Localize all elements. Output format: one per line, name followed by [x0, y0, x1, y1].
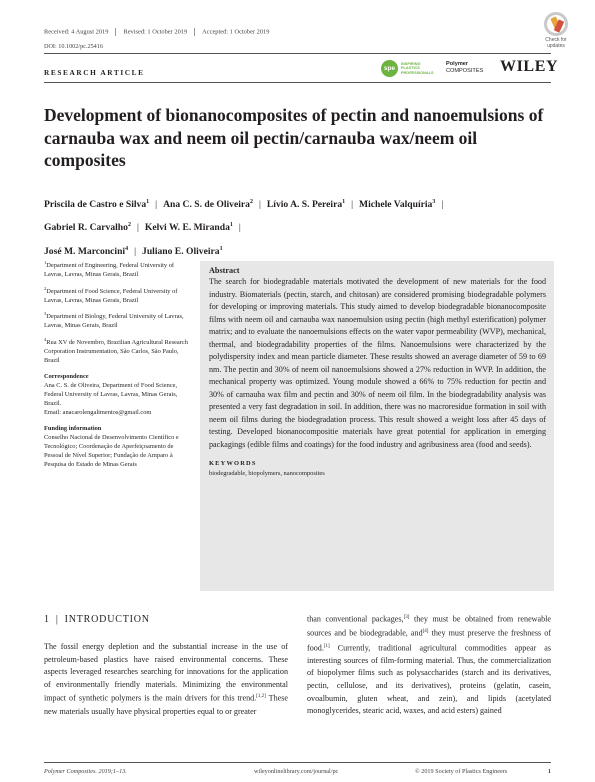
author-list — [44, 192, 554, 262]
author-name[interactable] — [145, 222, 233, 233]
author-name[interactable] — [163, 199, 253, 210]
section-number: 1 — [44, 614, 50, 625]
body-text: than conventional packages, — [307, 614, 404, 624]
author-separator: | — [441, 199, 444, 211]
author-separator: | — [134, 245, 137, 257]
funding-heading: Funding information — [44, 425, 102, 432]
author-name-text: José M. Marconcini — [44, 245, 126, 257]
sidebar-info — [44, 258, 194, 475]
author-name-text: Ana C. S. de Oliveira — [163, 199, 250, 211]
journal-logo-line1: Polymer — [446, 61, 469, 67]
revised-date: Revised: 1 October 2019 — [123, 28, 188, 36]
citation-link[interactable]: [3] — [403, 615, 410, 620]
author-name[interactable] — [359, 199, 435, 210]
body-text: The fossil energy depletion and the substantial increase in the use of petroleum-based plastics have raised environmental concerns. These aspects leveraged researches searching for innovations for the application of environmentally friendly materials. Minimizing the environmental impact of synthetic polymers is the main drivers for this trend. — [44, 642, 288, 704]
crossmark-badge[interactable] — [536, 12, 576, 49]
article-dates — [44, 28, 269, 36]
section-divider: | — [55, 614, 59, 625]
author-affiliation-number: 3 — [432, 199, 436, 205]
author-separator: | — [238, 222, 241, 234]
wiley-logo: WILEY — [500, 58, 559, 75]
spe-logo-mark: spe — [381, 60, 398, 77]
received-date: Received: 4 August 2019 — [44, 28, 109, 36]
author-name[interactable] — [44, 199, 149, 210]
body-text: they must be obtained from renewable sources and be biodegradable, and — [307, 614, 551, 638]
body-column-right — [307, 612, 551, 718]
page-number: 1 — [547, 768, 551, 775]
crossmark-label: Check for updates — [545, 37, 567, 49]
author-separator: | — [155, 199, 158, 211]
affiliation-text: Rua XV de Novembro, Brazilian Agricultural Research Corporation Instrumentation, São Carlos, São Paulo, Brazil — [44, 339, 188, 364]
author-name[interactable] — [267, 199, 345, 210]
body-column-left — [44, 641, 288, 718]
affiliation-text: Department of Food Science, Federal University of Lavras, Lavras, Minas Gerais, Brazil — [44, 287, 178, 304]
body-text: they must preserve the freshness of food. — [307, 628, 551, 653]
author-name[interactable] — [44, 246, 128, 257]
author-affiliation-number: 1 — [342, 199, 346, 205]
spe-logo-text: INSPIRING PLASTICS PROFESSIONALS — [401, 61, 434, 75]
affiliation-number: 1 — [44, 260, 47, 265]
footer-rule — [44, 762, 551, 763]
section-heading — [44, 614, 150, 625]
affiliation — [44, 258, 194, 279]
citation-link[interactable]: [1,2] — [256, 694, 266, 700]
body-text: These new materials usually have physical properties equal to or greater — [44, 694, 289, 716]
affiliation — [44, 284, 194, 305]
doi[interactable]: DOI: 10.1002/pc.25416 — [44, 43, 103, 50]
citation-link[interactable]: [4] — [422, 629, 429, 635]
funding-text: Conselho Nacional de Desenvolvimento Científico e Tecnológico; Coordenação de Aperfeiçoamento de Pessoal de Nível Superior; Fundação de Amparo à Pesquisa do Estado de Minas Gerais — [44, 434, 179, 468]
abstract-text: The search for biodegradable materials motivated the development of new materials for the food industry. Biomaterials (pectin, starch, and chitosan) are considered promising biodegradable polymers for developing or improving materials. This study aimed to develop biodegradable bionanocomposite films with neem oil and carnauba wax nanoemulsion using pectin (high methyl esterification) polymer matrix; and to evaluate the nanoemulsions effects on the water vapor permeability (WVP), mechanical, thermal, and biodegradability properties of the films. Nanoemulsions were characterized by the polydispersity index and mean particle diameter. These results showed an average diameter of 59 to 69 nm. The pectin and 30% of neem oil nanoemulsions showed a 27% reduction in WVP. In addition, the mechanical property was optimized. Young module showed a 66% to 75% reduction for pectin and 30% of carnauba wax film and pectin and 30% of neem oil film. In the biodegradability analysis was presented a very fast degradation in soil. In addition, there was no macroresidue formation in soil with neem oil films during the biodegradation process. This result showed a weight loss after 45 days of testing. Developed bionanocompositie materials have great potential for application in emerging packagings (edible films and coatings) for the food industry and agribusiness area (food and seeds). — [209, 277, 546, 449]
correspondence-text — [44, 381, 194, 417]
author-name-text: Kelvi W. E. Miranda — [144, 222, 230, 234]
affiliation-text: Department of Biology, Federal University of Lavras, Lavras, Minas Gerais, Brazil — [44, 313, 184, 330]
affiliation — [44, 335, 194, 365]
author-name-text: Gabriel R. Carvalho — [44, 222, 128, 234]
affiliation-list — [44, 258, 194, 365]
keywords-heading: KEYWORDS — [209, 460, 257, 467]
affiliation-text: Department of Engineering, Federal University of Lavras, Lavras, Minas Gerais, Brazil — [44, 262, 175, 279]
author-name[interactable] — [142, 246, 223, 257]
affiliation-number: 3 — [44, 311, 47, 317]
author-affiliation-number: 2 — [249, 199, 253, 205]
spe-logo — [381, 60, 437, 77]
correspondence-heading: Correspondence — [44, 373, 89, 380]
correspondence-email[interactable]: Email: anacarolengalimentos@gmail.com — [44, 409, 152, 416]
article-type: RESEARCH ARTICLE — [44, 68, 145, 77]
divider — [194, 28, 195, 36]
abstract-heading: Abstract — [209, 266, 240, 275]
divider — [115, 28, 116, 36]
author-separator: | — [136, 222, 139, 234]
author-affiliation-number: 1 — [219, 245, 223, 252]
author-name-text: Priscila de Castro e Silva — [44, 199, 147, 211]
body-text: Currently, traditional agricultural commodities appear as interesting sources of film-forming material. Thus, the commercialization of biopolymer films such as polysaccharides (starch and its derivatives, pectin, cellulose, and its derivatives), proteins (gelatin, casein, ovoalbumin, gluten wheat, and zein), and lipids (acetylated monoglycerides, stearic acid, waxes, and acid esters) gained — [307, 643, 551, 716]
author-name-text: Michele Valquíria — [359, 199, 433, 211]
correspondence-address: Ana C. S. de Oliveira, Department of Food Science, Federal University of Lavras, Lavras, Minas Gerais, Brazil. — [44, 382, 178, 407]
author-affiliation-number: 2 — [127, 222, 131, 229]
affiliation — [44, 309, 194, 330]
footer-url[interactable]: wileyonlinelibrary.com/journal/pc — [254, 768, 339, 775]
footer-journal: Polymer Composites. 2019;1–13. — [44, 768, 127, 775]
header-rule — [44, 53, 551, 54]
header-bottom-rule — [44, 82, 551, 83]
author-name[interactable] — [44, 222, 131, 233]
crossmark-icon — [544, 12, 568, 36]
citation-link[interactable]: [1] — [323, 643, 330, 649]
accepted-date: Accepted: 1 October 2019 — [202, 28, 270, 36]
section-title: INTRODUCTION — [64, 614, 150, 625]
journal-logo-line2: COMPOSITES — [446, 68, 484, 74]
author-separator: | — [351, 199, 354, 211]
affiliation-number: 2 — [44, 285, 47, 291]
author-affiliation-number: 1 — [229, 222, 233, 229]
keywords-text: biodegradable, biopolymers, nanocomposites — [209, 470, 325, 477]
article-title: Development of bionanocomposites of pectin and nanoemulsions of carnauba wax and neem oil pectin/carnauba wax/neem oil composites — [44, 105, 544, 170]
journal-logo — [446, 61, 483, 75]
author-separator: | — [258, 199, 261, 211]
author-affiliation-number: 1 — [146, 199, 150, 205]
author-name-text: Juliano E. Oliveira — [142, 245, 220, 257]
affiliation-number: 4 — [44, 336, 47, 342]
footer-copyright: © 2019 Society of Plastics Engineers — [415, 768, 508, 775]
author-affiliation-number: 4 — [125, 245, 129, 252]
author-name-text: Lívio A. S. Pereira — [266, 199, 343, 211]
abstract-box — [200, 261, 554, 591]
